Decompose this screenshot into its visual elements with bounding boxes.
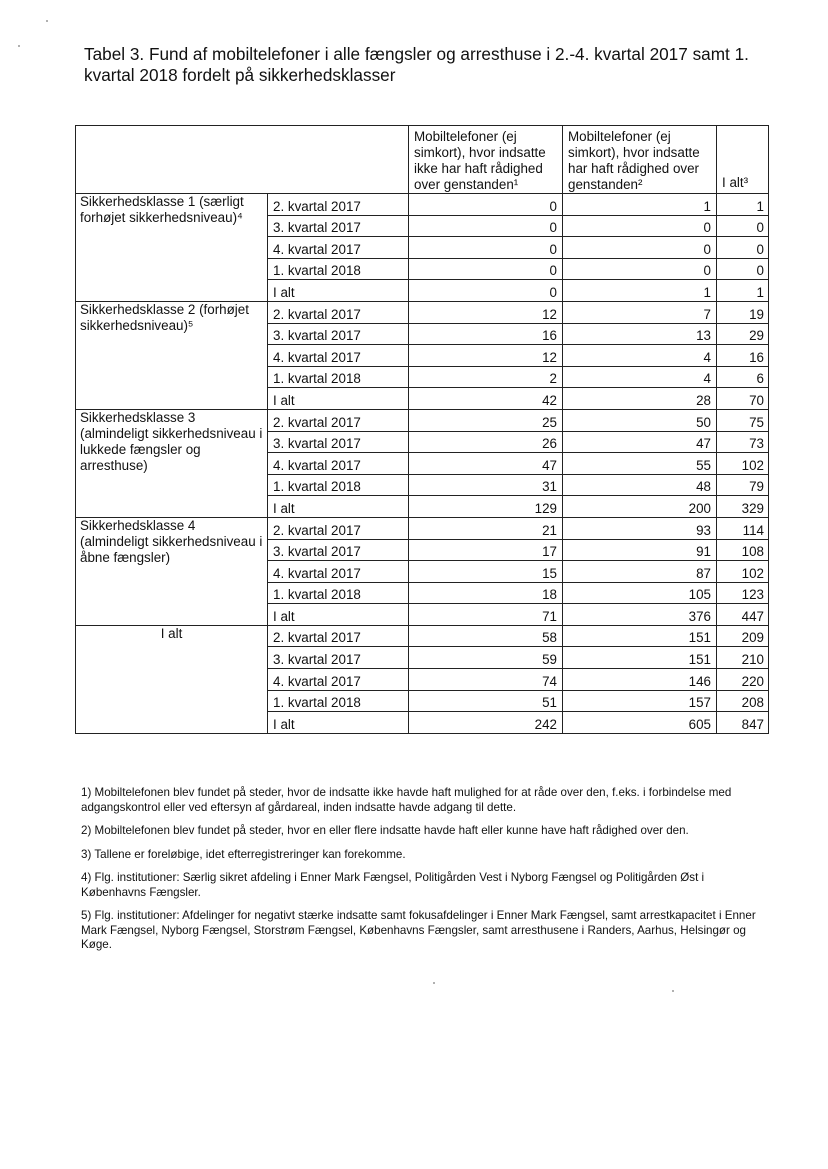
group-label: Sikkerhedsklasse 3 (almindeligt sikkerhedsniveau i lukkede fængsler og arresthuse) — [76, 409, 268, 517]
value-total: 208 — [717, 690, 769, 712]
value-b: 93 — [563, 517, 717, 539]
value-total: 16 — [717, 345, 769, 367]
value-total: 0 — [717, 215, 769, 237]
header-col-total: I alt³ — [717, 126, 769, 194]
value-b: 87 — [563, 561, 717, 583]
value-total: 108 — [717, 539, 769, 561]
table-row — [76, 301, 769, 323]
group-label: I alt — [76, 625, 268, 733]
footnotes — [81, 786, 771, 962]
value-a: 0 — [409, 280, 563, 302]
results-table — [75, 125, 769, 734]
footnote: 4) Flg. institutioner: Særlig sikret afdeling i Enner Mark Fængsel, Politigården Vest i Nyborg Fængsel og Politigården Øst i Københavns Fængsler. — [81, 871, 705, 899]
value-total: 123 — [717, 582, 769, 604]
value-b: 47 — [563, 431, 717, 453]
value-total: 210 — [717, 647, 769, 669]
value-total: 75 — [717, 409, 769, 431]
value-a: 21 — [409, 517, 563, 539]
value-total: 1 — [717, 194, 769, 216]
value-b: 4 — [563, 366, 717, 388]
scan-speck — [46, 20, 48, 22]
period-cell: I alt — [268, 388, 409, 410]
table-row — [76, 194, 769, 216]
table-row — [76, 409, 769, 431]
value-a: 16 — [409, 323, 563, 345]
value-b: 146 — [563, 669, 717, 691]
table-row — [76, 625, 769, 647]
value-b: 48 — [563, 474, 717, 496]
period-cell: 2. kvartal 2017 — [268, 301, 409, 323]
value-total: 114 — [717, 517, 769, 539]
value-b: 376 — [563, 604, 717, 626]
value-total: 0 — [717, 258, 769, 280]
period-cell: 1. kvartal 2018 — [268, 474, 409, 496]
value-total: 102 — [717, 453, 769, 475]
value-a: 18 — [409, 582, 563, 604]
value-b: 1 — [563, 280, 717, 302]
value-a: 2 — [409, 366, 563, 388]
period-cell: 1. kvartal 2018 — [268, 258, 409, 280]
period-cell: 4. kvartal 2017 — [268, 453, 409, 475]
period-cell: 2. kvartal 2017 — [268, 517, 409, 539]
value-a: 12 — [409, 301, 563, 323]
value-a: 17 — [409, 539, 563, 561]
footnote: 3) Tallene er foreløbige, idet efterregistreringer kan forekomme. — [81, 847, 406, 861]
value-a: 0 — [409, 215, 563, 237]
value-b: 91 — [563, 539, 717, 561]
period-cell: I alt — [268, 280, 409, 302]
period-cell: 2. kvartal 2017 — [268, 194, 409, 216]
value-a: 47 — [409, 453, 563, 475]
period-cell: I alt — [268, 712, 409, 734]
value-a: 58 — [409, 625, 563, 647]
value-a: 0 — [409, 258, 563, 280]
value-a: 42 — [409, 388, 563, 410]
value-total: 73 — [717, 431, 769, 453]
period-cell: I alt — [268, 496, 409, 518]
value-total: 447 — [717, 604, 769, 626]
period-cell: 3. kvartal 2017 — [268, 539, 409, 561]
period-cell: 2. kvartal 2017 — [268, 625, 409, 647]
period-cell: 4. kvartal 2017 — [268, 561, 409, 583]
value-total: 29 — [717, 323, 769, 345]
value-total: 209 — [717, 625, 769, 647]
value-total: 329 — [717, 496, 769, 518]
value-a: 51 — [409, 690, 563, 712]
period-cell: 3. kvartal 2017 — [268, 323, 409, 345]
period-cell: 1. kvartal 2018 — [268, 690, 409, 712]
value-b: 605 — [563, 712, 717, 734]
value-total: 19 — [717, 301, 769, 323]
value-total: 847 — [717, 712, 769, 734]
value-b: 28 — [563, 388, 717, 410]
value-a: 59 — [409, 647, 563, 669]
value-a: 12 — [409, 345, 563, 367]
value-a: 242 — [409, 712, 563, 734]
value-b: 7 — [563, 301, 717, 323]
value-a: 26 — [409, 431, 563, 453]
value-total: 6 — [717, 366, 769, 388]
footnote: 1) Mobiltelefonen blev fundet på steder, hvor de indsatte ikke havde haft mulighed for at råde over den, f.eks. i forbindelse med adgangskontrol eller ved eftersyn af gårdareal, inden indsatte havde adgang til dette. — [81, 786, 732, 814]
value-b: 151 — [563, 647, 717, 669]
value-b: 157 — [563, 690, 717, 712]
footnote: 2) Mobiltelefonen blev fundet på steder, hvor en eller flere indsatte havde haft eller kunne have haft rådighed over den. — [81, 824, 689, 837]
scan-speck — [672, 990, 674, 992]
scan-speck — [18, 45, 20, 47]
value-b: 13 — [563, 323, 717, 345]
value-b: 0 — [563, 237, 717, 259]
value-total: 70 — [717, 388, 769, 410]
value-total: 79 — [717, 474, 769, 496]
value-b: 55 — [563, 453, 717, 475]
value-b: 50 — [563, 409, 717, 431]
value-a: 71 — [409, 604, 563, 626]
value-a: 129 — [409, 496, 563, 518]
period-cell: 3. kvartal 2017 — [268, 431, 409, 453]
value-b: 0 — [563, 258, 717, 280]
value-b: 200 — [563, 496, 717, 518]
value-total: 0 — [717, 237, 769, 259]
value-b: 105 — [563, 582, 717, 604]
period-cell: 1. kvartal 2018 — [268, 366, 409, 388]
period-cell: 3. kvartal 2017 — [268, 647, 409, 669]
table-row — [76, 517, 769, 539]
value-a: 31 — [409, 474, 563, 496]
value-total: 102 — [717, 561, 769, 583]
value-b: 0 — [563, 215, 717, 237]
header-col-not-available: Mobiltelefoner (ej simkort), hvor indsatte ikke har haft rådighed over genstanden¹ — [409, 126, 563, 194]
value-a: 0 — [409, 237, 563, 259]
period-cell: 2. kvartal 2017 — [268, 409, 409, 431]
table-title: Tabel 3. Fund af mobiltelefoner i alle fængsler og arresthuse i 2.-4. kvartal 2017 samt 1. kvartal 2018 fordelt på sikkerhedsklasser — [84, 44, 749, 85]
header-col-available: Mobiltelefoner (ej simkort), hvor indsatte har haft rådighed over genstanden² — [563, 126, 717, 194]
period-cell: 3. kvartal 2017 — [268, 215, 409, 237]
value-b: 151 — [563, 625, 717, 647]
footnote: 5) Flg. institutioner: Afdelinger for negativt stærke indsatte samt fokusafdelinger i Enner Mark Fængsel, samt arrestkapacitet i Enner Mark Fængsel, Nyborg Fængsel, Storstrøm Fængsel, Københavns Fængsler, samt arresthusene i Randers, Aarhus, Helsingør og Køge. — [81, 909, 756, 951]
value-a: 25 — [409, 409, 563, 431]
period-cell: 4. kvartal 2017 — [268, 237, 409, 259]
value-a: 74 — [409, 669, 563, 691]
value-a: 0 — [409, 194, 563, 216]
header-blank-cell — [76, 126, 409, 194]
period-cell: 1. kvartal 2018 — [268, 582, 409, 604]
value-b: 4 — [563, 345, 717, 367]
group-label: Sikkerhedsklasse 2 (forhøjet sikkerhedsniveau)⁵ — [76, 301, 268, 409]
value-total: 1 — [717, 280, 769, 302]
value-total: 220 — [717, 669, 769, 691]
header-row — [76, 126, 769, 194]
period-cell: 4. kvartal 2017 — [268, 345, 409, 367]
period-cell: 4. kvartal 2017 — [268, 669, 409, 691]
group-label: Sikkerhedsklasse 4 (almindeligt sikkerhedsniveau i åbne fængsler) — [76, 517, 268, 625]
value-a: 15 — [409, 561, 563, 583]
value-b: 1 — [563, 194, 717, 216]
scan-speck — [433, 982, 435, 984]
group-label: Sikkerhedsklasse 1 (særligt forhøjet sikkerhedsniveau)⁴ — [76, 194, 268, 302]
period-cell: I alt — [268, 604, 409, 626]
